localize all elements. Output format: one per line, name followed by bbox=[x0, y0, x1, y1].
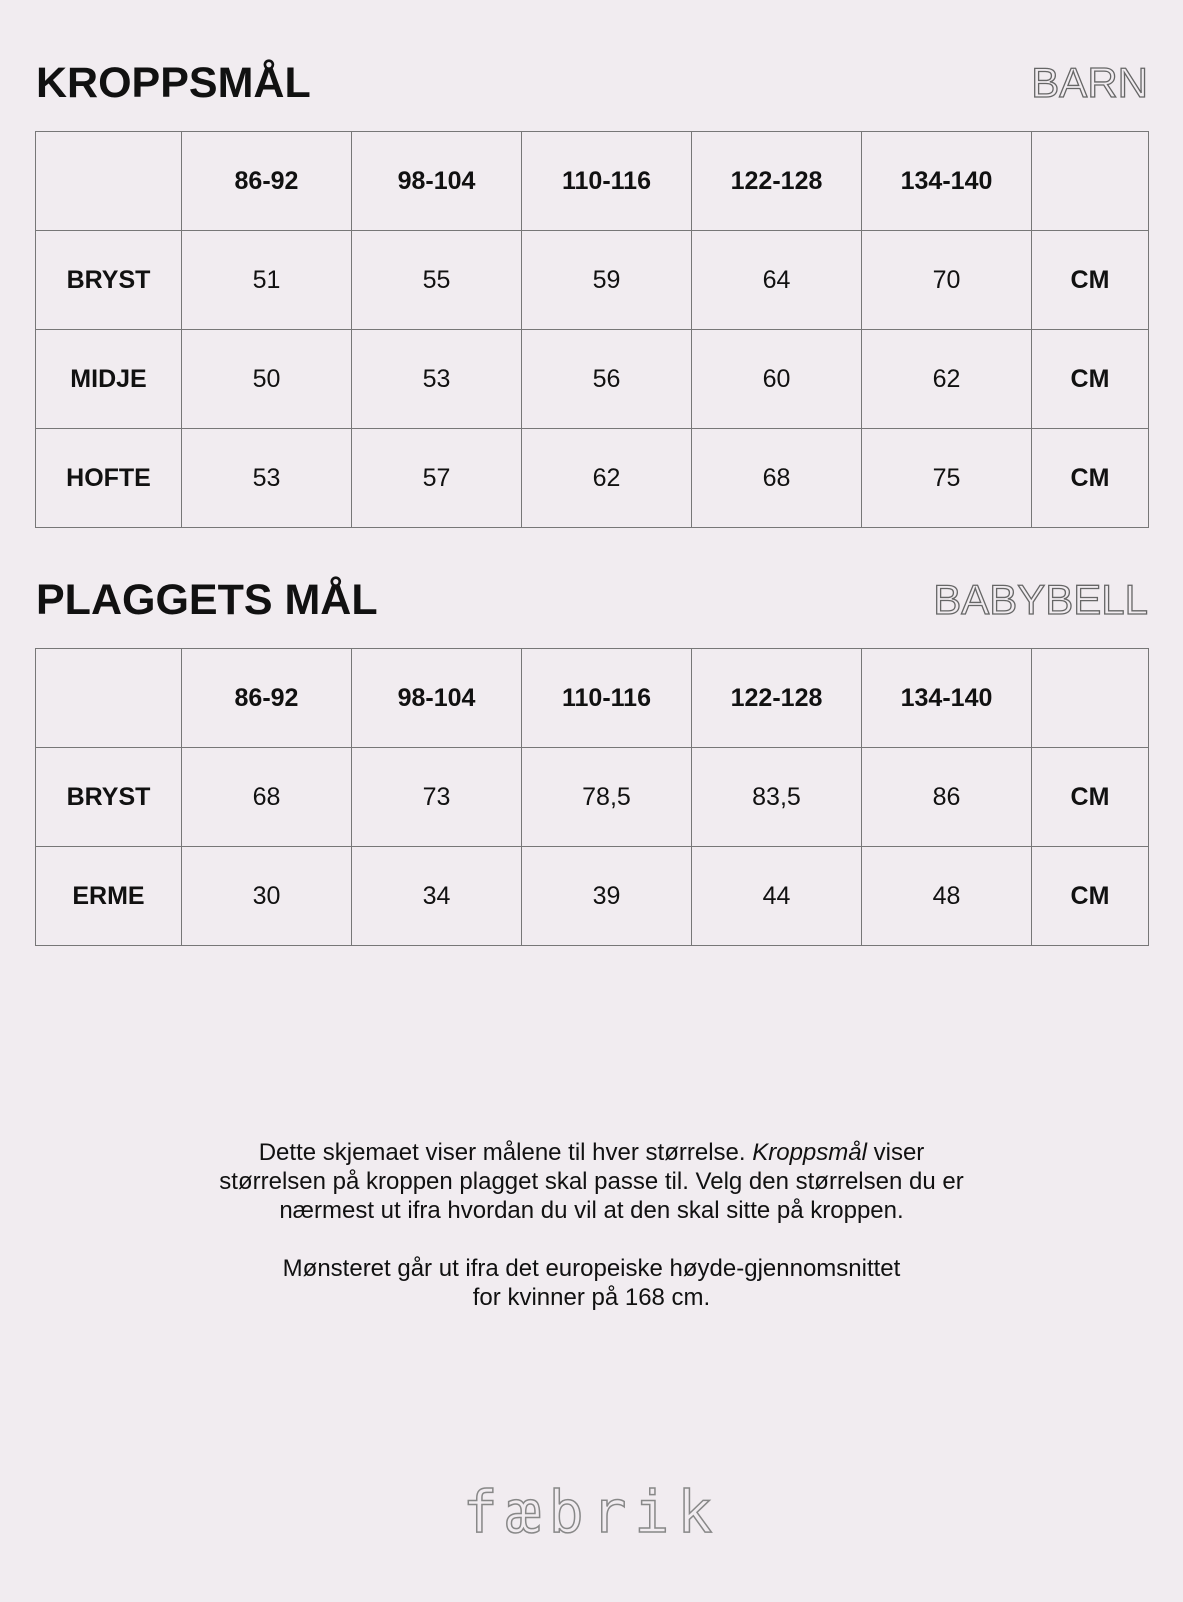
description-emphasis: Kroppsmål bbox=[752, 1139, 867, 1166]
description-text: for kvinner på 168 cm. bbox=[472, 1284, 711, 1311]
unit-header bbox=[1032, 649, 1149, 748]
size-header: 110-116 bbox=[522, 132, 692, 231]
unit-cell: CM bbox=[1032, 330, 1149, 429]
description-text: nærmest ut ifra hvordan du vil at den skal sitte på kroppen. bbox=[279, 1197, 904, 1224]
table-cell: 50 bbox=[182, 330, 352, 429]
table-cell: 73 bbox=[352, 748, 522, 847]
table-cell: 48 bbox=[862, 847, 1032, 946]
description-paragraph bbox=[0, 1254, 1183, 1312]
description bbox=[0, 1138, 1183, 1341]
table-cell: 39 bbox=[522, 847, 692, 946]
description-text: størrelsen på kroppen plagget skal passe til. Velg den størrelsen du er bbox=[219, 1168, 964, 1195]
table-cell: 53 bbox=[352, 330, 522, 429]
table-cell: 68 bbox=[182, 748, 352, 847]
body-measurements-table bbox=[35, 131, 1149, 528]
size-header: 86-92 bbox=[182, 132, 352, 231]
table-cell: 86 bbox=[862, 748, 1032, 847]
description-text: Mønsteret går ut ifra det europeiske høyde-gjennomsnittet bbox=[282, 1255, 901, 1282]
table-row bbox=[36, 330, 1149, 429]
unit-cell: CM bbox=[1032, 748, 1149, 847]
unit-header bbox=[1032, 132, 1149, 231]
row-label: BRYST bbox=[36, 231, 182, 330]
table-row bbox=[36, 748, 1149, 847]
table-cell: 68 bbox=[692, 429, 862, 528]
garment-measurements-title: PLAGGETS MÅL bbox=[36, 575, 378, 624]
unit-cell: CM bbox=[1032, 429, 1149, 528]
table-cell: 62 bbox=[862, 330, 1032, 429]
table-row bbox=[36, 231, 1149, 330]
table-cell: 70 bbox=[862, 231, 1032, 330]
corner-cell bbox=[36, 132, 182, 231]
table-cell: 44 bbox=[692, 847, 862, 946]
size-header: 86-92 bbox=[182, 649, 352, 748]
size-header: 110-116 bbox=[522, 649, 692, 748]
table-row bbox=[36, 847, 1149, 946]
row-label: MIDJE bbox=[36, 330, 182, 429]
table-cell: 75 bbox=[862, 429, 1032, 528]
size-header: 134-140 bbox=[862, 132, 1032, 231]
description-text: viser bbox=[866, 1139, 925, 1166]
size-header: 98-104 bbox=[352, 132, 522, 231]
row-label: HOFTE bbox=[36, 429, 182, 528]
garment-measurements-table bbox=[35, 648, 1149, 946]
body-measurements-title: KROPPSMÅL bbox=[36, 58, 311, 107]
table-cell: 30 bbox=[182, 847, 352, 946]
body-measurements-header bbox=[36, 58, 1148, 108]
brand-logo: fæbrik bbox=[462, 1478, 721, 1546]
table-cell: 83,5 bbox=[692, 748, 862, 847]
unit-cell: CM bbox=[1032, 231, 1149, 330]
table-cell: 56 bbox=[522, 330, 692, 429]
table-row bbox=[36, 429, 1149, 528]
table-header-row bbox=[36, 132, 1149, 231]
corner-cell bbox=[36, 649, 182, 748]
garment-measurements-header bbox=[36, 575, 1148, 625]
table-cell: 60 bbox=[692, 330, 862, 429]
description-paragraph bbox=[0, 1138, 1183, 1225]
category-tag: BARN bbox=[1031, 59, 1148, 106]
table-cell: 53 bbox=[182, 429, 352, 528]
row-label: BRYST bbox=[36, 748, 182, 847]
table-cell: 78,5 bbox=[522, 748, 692, 847]
size-header: 134-140 bbox=[862, 649, 1032, 748]
table-cell: 57 bbox=[352, 429, 522, 528]
description-text: Dette skjemaet viser målene til hver størrelse. bbox=[258, 1139, 753, 1166]
size-header: 122-128 bbox=[692, 132, 862, 231]
table-cell: 64 bbox=[692, 231, 862, 330]
table-header-row bbox=[36, 649, 1149, 748]
size-header: 98-104 bbox=[352, 649, 522, 748]
table-cell: 51 bbox=[182, 231, 352, 330]
row-label: ERME bbox=[36, 847, 182, 946]
size-header: 122-128 bbox=[692, 649, 862, 748]
pattern-name-tag: BABYBELL bbox=[933, 576, 1148, 623]
table-cell: 34 bbox=[352, 847, 522, 946]
table-cell: 55 bbox=[352, 231, 522, 330]
table-cell: 59 bbox=[522, 231, 692, 330]
unit-cell: CM bbox=[1032, 847, 1149, 946]
table-cell: 62 bbox=[522, 429, 692, 528]
